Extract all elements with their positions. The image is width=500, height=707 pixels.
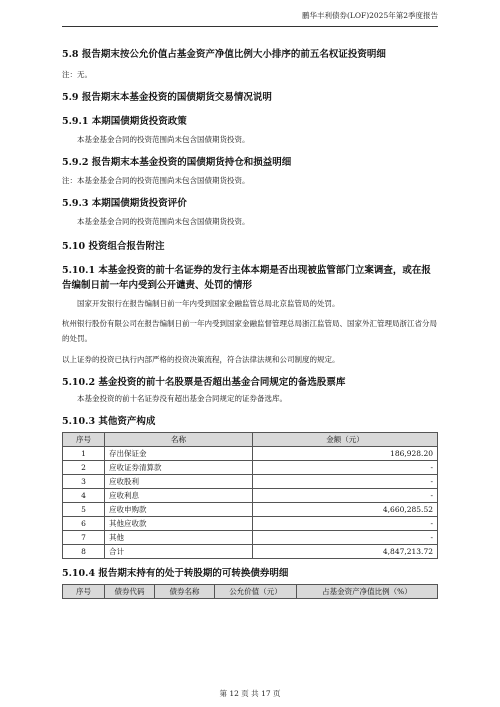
table-row [63, 517, 438, 531]
row-name: 其他应收款 [105, 517, 253, 531]
table-row [63, 503, 438, 517]
table-row [63, 545, 438, 559]
section-5-10-1-para-3: 以上证券的投资已执行内部严格的投资决策流程，符合法律法规和公司制度的规定。 [62, 355, 340, 364]
convertible-bonds-table [62, 584, 438, 599]
row-no: 4 [63, 489, 105, 503]
section-5-10-4-title: 5.10.4 报告期末持有的处于转股期的可转换债券明细 [62, 568, 289, 579]
col-header-fair-value: 公允价值（元） [215, 585, 297, 599]
section-5-10-2-body: 本基金投资的前十名证券没有超出基金合同规定的证券备选库。 [77, 394, 287, 403]
section-5-10-3-title: 5.10.3 其他资产构成 [62, 416, 156, 427]
section-5-9-1-title: 5.9.1 本期国债期货投资政策 [62, 116, 187, 127]
col-header-bond-name: 债券名称 [155, 585, 215, 599]
section-5-10-1-para-2: 杭州银行股份有限公司在报告编制日前一年内受到国家金融监督管理总局浙江监管局、国家外汇管理局浙江省分局的处罚。 [62, 319, 437, 343]
row-amount: - [253, 461, 438, 475]
row-amount: - [253, 517, 438, 531]
table-row [63, 447, 438, 461]
section-5-10-2-title: 5.10.2 基金投资的前十名股票是否超出基金合同规定的备选股票库 [62, 377, 346, 388]
section-5-9-3-body: 本基金基金合同的投资范围尚未包含国债期货投资。 [77, 217, 250, 226]
section-5-9-2-title: 5.9.2 报告期末本基金投资的国债期货持仓和损益明细 [62, 157, 292, 168]
row-name: 合计 [105, 545, 253, 559]
row-no: 1 [63, 447, 105, 461]
table-row [63, 461, 438, 475]
row-name: 应收申购款 [105, 503, 253, 517]
row-no: 7 [63, 531, 105, 545]
row-name: 应收证券清算款 [105, 461, 253, 475]
row-no: 8 [63, 545, 105, 559]
row-amount: 4,660,285.52 [253, 503, 438, 517]
row-no: 6 [63, 517, 105, 531]
section-5-10-1-title: 5.10.1 本基金投资的前十名证券的发行主体本期是否出现被监管部门立案调查，或在报告编制日前一年内受到公开谴责、处罚的情形 [62, 265, 431, 291]
table-header-row [63, 585, 438, 599]
row-no: 5 [63, 503, 105, 517]
table-row [63, 489, 438, 503]
document-body [62, 40, 438, 599]
section-5-10-title: 5.10 投资组合报告附注 [62, 241, 165, 252]
section-5-8-note: 注：无。 [62, 70, 92, 79]
row-no: 2 [63, 461, 105, 475]
section-5-9-2-note: 注：本基金基金合同的投资范围尚未包含国债期货投资。 [62, 176, 250, 185]
row-name: 其他 [105, 531, 253, 545]
col-header-no: 序号 [63, 585, 105, 599]
col-header-nav-ratio: 占基金资产净值比例（%） [297, 585, 438, 599]
col-header-amount: 金额（元） [253, 433, 438, 447]
col-header-name: 名称 [105, 433, 253, 447]
row-name: 存出保证金 [105, 447, 253, 461]
section-5-9-3-title: 5.9.3 本期国债期货投资评价 [62, 198, 187, 209]
page-header: 鹏华丰利债券(LOF)2025年第2季度报告 [62, 6, 438, 27]
row-no: 3 [63, 475, 105, 489]
section-5-9-1-body: 本基金基金合同的投资范围尚未包含国债期货投资。 [77, 135, 250, 144]
col-header-no: 序号 [63, 433, 105, 447]
col-header-bond-code: 债券代码 [105, 585, 155, 599]
row-amount: - [253, 531, 438, 545]
table-row [63, 531, 438, 545]
row-amount: 186,928.20 [253, 447, 438, 461]
row-amount: - [253, 475, 438, 489]
row-amount: 4,847,213.72 [253, 545, 438, 559]
page-footer: 第 12 页 共 17 页 [219, 689, 281, 698]
row-name: 应收股利 [105, 475, 253, 489]
table-row [63, 475, 438, 489]
row-name: 应收利息 [105, 489, 253, 503]
row-amount: - [253, 489, 438, 503]
other-assets-table [62, 432, 438, 559]
section-5-8-title: 5.8 报告期末按公允价值占基金资产净值比例大小排序的前五名权证投资明细 [62, 49, 386, 60]
section-5-9-title: 5.9 报告期末本基金投资的国债期货交易情况说明 [62, 92, 272, 103]
table-header-row [63, 433, 438, 447]
section-5-10-1-para-1: 国家开发银行在报告编制日前一年内受到国家金融监管总局北京监管局的处罚。 [77, 299, 340, 308]
